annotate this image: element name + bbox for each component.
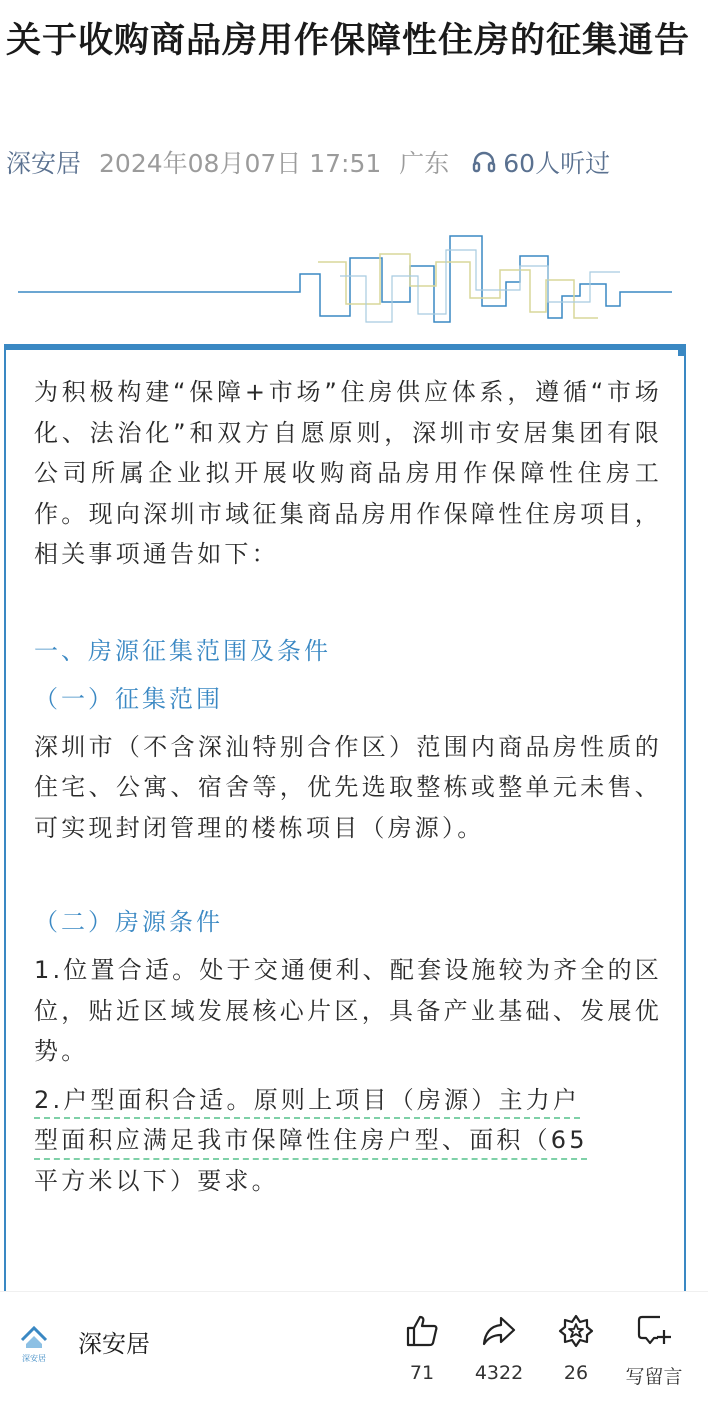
- write-comment-label: 写留言: [625, 1366, 683, 1388]
- decorative-skyline-graphic: [0, 226, 708, 336]
- section-heading-1: 一、房源征集范围及条件: [34, 636, 331, 665]
- condition-2-paragraph: [34, 1080, 662, 1202]
- write-comment-button[interactable]: [614, 1310, 694, 1389]
- frame-corner: [678, 344, 686, 356]
- condition-1-paragraph: 1.位置合适。处于交通便利、配套设施较为齐全的区位，贴近区域发展核心片区，具备产业基础、发展优势。: [34, 956, 662, 1065]
- account-brand[interactable]: [14, 1318, 150, 1364]
- bottom-action-bar: [0, 1292, 708, 1402]
- listen-button[interactable]: [471, 144, 610, 180]
- share-arrow-icon: [481, 1313, 517, 1349]
- article-body: [4, 344, 686, 1304]
- recommend-button[interactable]: [536, 1310, 616, 1384]
- share-count: 4322: [474, 1362, 524, 1384]
- recommend-count: 26: [563, 1362, 589, 1384]
- account-name: 深安居: [78, 1329, 150, 1358]
- article-title: 关于收购商品房用作保障性住房的征集通告: [6, 21, 691, 61]
- intro-paragraph: 为积极构建“保障+市场”住房供应体系，遵循“市场化、法治化”和双方自愿原则，深圳市安居集团有限公司所属企业拟开展收购商品房用作保障性住房工作。现向深圳市域征集商品房用作保障性住房项目，相关事项通告如下：: [34, 378, 662, 568]
- article-meta: [6, 142, 610, 182]
- author-link[interactable]: 深安居: [6, 149, 82, 178]
- like-button[interactable]: [382, 1310, 462, 1384]
- publish-region: 广东: [399, 149, 450, 178]
- listen-count: 60人听过: [503, 149, 611, 178]
- thumbs-up-icon: [404, 1313, 440, 1349]
- condition-2-line-2: 型面积应满足我市保障性住房户型、面积（65: [34, 1126, 588, 1154]
- logo-text: 深安居: [22, 1354, 46, 1363]
- subsection-heading-2: （二）房源条件: [34, 908, 223, 936]
- share-button[interactable]: [459, 1310, 539, 1384]
- like-count: 71: [409, 1362, 435, 1384]
- headphones-icon: [471, 149, 497, 175]
- publish-date: 2024年08月07日 17:51: [99, 149, 382, 178]
- comment-add-icon: [636, 1313, 672, 1349]
- account-logo-icon: [14, 1318, 54, 1364]
- article-content: [34, 372, 662, 1201]
- scope-paragraph: 深圳市（不含深汕特别合作区）范围内商品房性质的住宅、公寓、宿舍等，优先选取整栋或整单元未售、可实现封闭管理的楼栋项目（房源）。: [34, 732, 662, 842]
- condition-2-line-1: 2.户型面积合适。原则上项目（房源）主力户: [34, 1085, 581, 1114]
- condition-2-line-3: 平方米以下）要求。: [34, 1166, 279, 1195]
- recommend-star-icon: [558, 1313, 594, 1349]
- subsection-heading-1: （一）征集范围: [34, 684, 223, 713]
